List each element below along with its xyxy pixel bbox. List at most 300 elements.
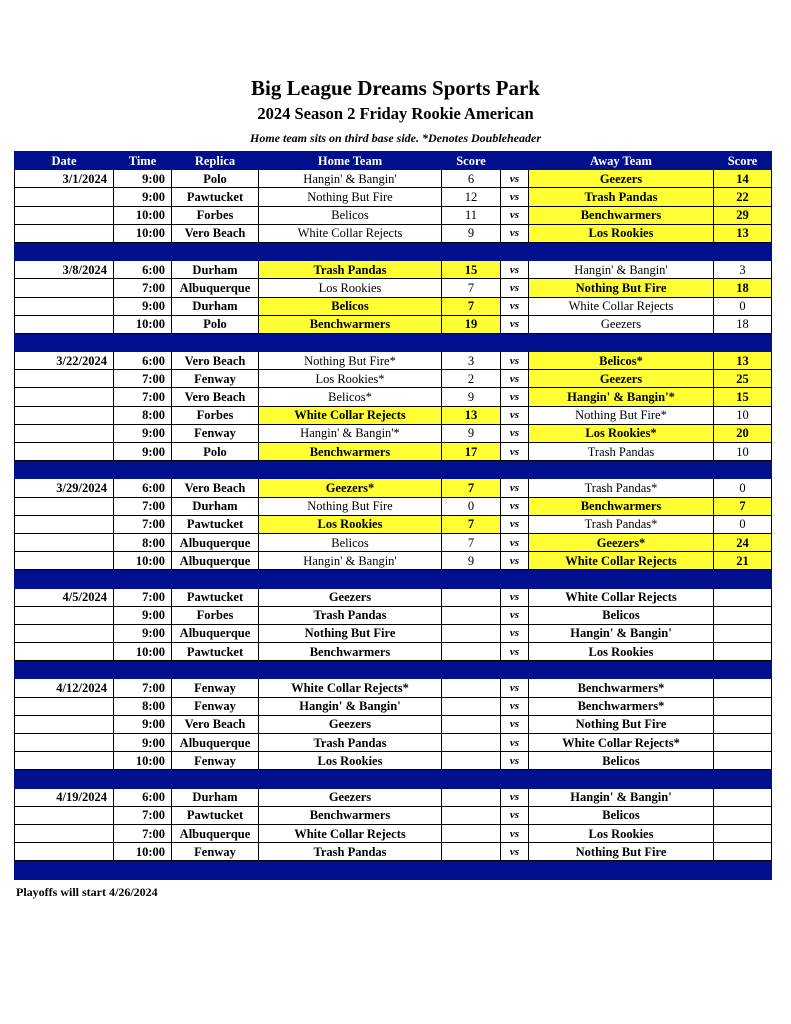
home-score: 9 [442,388,501,406]
date-cell [15,843,114,861]
away-team: Belicos [529,606,714,624]
separator-cell [501,661,529,679]
away-score: 29 [714,206,772,224]
away-score: 25 [714,370,772,388]
away-team: Nothing But Fire* [529,406,714,424]
home-team: Nothing But Fire [259,497,442,515]
home-team: Hangin' & Bangin' [259,170,442,188]
vs-label: vs [501,515,529,533]
home-score: 11 [442,206,501,224]
game-time: 9:00 [114,715,172,733]
home-score [442,824,501,842]
separator-cell [114,861,172,879]
schedule-body [15,170,772,879]
separator-cell [15,770,114,788]
away-score [714,715,772,733]
date-cell [15,370,114,388]
vs-label: vs [501,552,529,570]
replica-field: Pawtucket [172,188,259,206]
date-cell [15,424,114,442]
vs-label: vs [501,315,529,333]
separator-cell [172,770,259,788]
week-separator [15,333,772,351]
home-score [442,752,501,770]
separator-cell [114,333,172,351]
date-cell [15,643,114,661]
game-row [15,279,772,297]
date-cell [15,824,114,842]
vs-label: vs [501,715,529,733]
replica-field: Forbes [172,606,259,624]
away-team: Los Rookies [529,224,714,242]
home-team: Trash Pandas [259,734,442,752]
home-score: 12 [442,188,501,206]
vs-label: vs [501,788,529,806]
vs-label: vs [501,497,529,515]
away-team: Benchwarmers [529,497,714,515]
game-row [15,679,772,697]
home-team: Los Rookies [259,279,442,297]
page-subtitle: 2024 Season 2 Friday Rookie American [257,104,534,123]
vs-label: vs [501,424,529,442]
away-team: Belicos [529,752,714,770]
date-cell [15,279,114,297]
home-team: Trash Pandas [259,606,442,624]
home-team: Benchwarmers [259,315,442,333]
home-score: 19 [442,315,501,333]
separator-cell [714,333,772,351]
vs-label: vs [501,443,529,461]
separator-cell [15,661,114,679]
away-team: Los Rookies [529,643,714,661]
away-score: 15 [714,388,772,406]
date-cell [15,806,114,824]
date-cell [15,297,114,315]
separator-cell [442,570,501,588]
week-date: 3/1/2024 [15,170,114,188]
replica-field: Vero Beach [172,352,259,370]
page-title: Big League Dreams Sports Park [251,76,540,100]
home-team: Los Rookies [259,752,442,770]
col-header-home-score: Score [442,152,501,170]
vs-label: vs [501,588,529,606]
separator-cell [529,333,714,351]
away-score: 18 [714,279,772,297]
game-time: 10:00 [114,643,172,661]
replica-field: Fenway [172,424,259,442]
home-team: Geezers [259,588,442,606]
home-score [442,697,501,715]
replica-field: Durham [172,297,259,315]
home-team: Hangin' & Bangin'* [259,424,442,442]
replica-field: Polo [172,315,259,333]
away-score: 14 [714,170,772,188]
game-row [15,424,772,442]
game-row [15,515,772,533]
home-team: Belicos [259,533,442,551]
away-team: White Collar Rejects* [529,734,714,752]
away-score [714,752,772,770]
week-date: 4/19/2024 [15,788,114,806]
separator-cell [15,242,114,260]
home-score: 7 [442,515,501,533]
away-score [714,788,772,806]
separator-cell [114,242,172,260]
vs-label: vs [501,734,529,752]
away-team: Trash Pandas [529,443,714,461]
game-time: 9:00 [114,170,172,188]
vs-label: vs [501,606,529,624]
home-team: Nothing But Fire* [259,352,442,370]
game-time: 6:00 [114,352,172,370]
game-time: 8:00 [114,697,172,715]
away-score [714,824,772,842]
vs-label: vs [501,170,529,188]
separator-cell [714,770,772,788]
vs-label: vs [501,697,529,715]
separator-cell [114,661,172,679]
vs-label: vs [501,206,529,224]
home-team: Belicos* [259,388,442,406]
separator-cell [259,861,442,879]
vs-label: vs [501,824,529,842]
game-row [15,188,772,206]
away-score: 24 [714,533,772,551]
game-time: 7:00 [114,497,172,515]
vs-label: vs [501,806,529,824]
home-score [442,588,501,606]
game-time: 8:00 [114,533,172,551]
home-team: White Collar Rejects* [259,679,442,697]
home-score [442,806,501,824]
replica-field: Albuquerque [172,552,259,570]
game-time: 6:00 [114,788,172,806]
separator-cell [172,661,259,679]
week-date: 4/12/2024 [15,679,114,697]
separator-cell [529,861,714,879]
home-team: Geezers [259,715,442,733]
game-row [15,370,772,388]
home-team: Geezers* [259,479,442,497]
home-score [442,679,501,697]
game-row [15,261,772,279]
game-row [15,752,772,770]
date-cell [15,497,114,515]
date-cell [15,697,114,715]
replica-field: Fenway [172,752,259,770]
away-team: Nothing But Fire [529,715,714,733]
replica-field: Pawtucket [172,806,259,824]
separator-cell [172,242,259,260]
date-cell [15,406,114,424]
vs-label: vs [501,679,529,697]
date-cell [15,443,114,461]
away-team: Hangin' & Bangin' [529,788,714,806]
away-score [714,734,772,752]
replica-field: Albuquerque [172,824,259,842]
game-time: 9:00 [114,443,172,461]
week-separator [15,861,772,879]
week-date: 3/8/2024 [15,261,114,279]
replica-field: Vero Beach [172,479,259,497]
home-score: 9 [442,552,501,570]
date-cell [15,552,114,570]
week-date: 3/29/2024 [15,479,114,497]
game-row [15,224,772,242]
vs-label: vs [501,370,529,388]
separator-cell [259,242,442,260]
separator-cell [714,461,772,479]
game-row [15,697,772,715]
game-row [15,533,772,551]
separator-cell [442,242,501,260]
game-time: 9:00 [114,188,172,206]
home-score [442,624,501,642]
replica-field: Albuquerque [172,279,259,297]
away-team: Trash Pandas* [529,479,714,497]
home-team: Nothing But Fire [259,188,442,206]
separator-cell [172,461,259,479]
home-score: 2 [442,370,501,388]
separator-cell [529,570,714,588]
away-team: Hangin' & Bangin'* [529,388,714,406]
vs-label: vs [501,624,529,642]
away-team: Geezers [529,315,714,333]
game-time: 7:00 [114,515,172,533]
separator-cell [501,861,529,879]
away-score: 0 [714,479,772,497]
game-time: 10:00 [114,552,172,570]
game-row [15,297,772,315]
date-cell [15,515,114,533]
replica-field: Pawtucket [172,588,259,606]
game-row [15,479,772,497]
home-team: Hangin' & Bangin' [259,697,442,715]
game-row [15,588,772,606]
game-row [15,406,772,424]
game-row [15,388,772,406]
game-time: 9:00 [114,606,172,624]
home-score [442,843,501,861]
game-time: 7:00 [114,388,172,406]
separator-cell [442,770,501,788]
away-team: Belicos* [529,352,714,370]
replica-field: Durham [172,788,259,806]
game-row [15,606,772,624]
separator-cell [114,461,172,479]
separator-cell [442,461,501,479]
away-team: Los Rookies [529,824,714,842]
vs-label: vs [501,279,529,297]
vs-label: vs [501,224,529,242]
date-cell [15,752,114,770]
home-team: Los Rookies [259,515,442,533]
separator-cell [15,461,114,479]
away-team: Benchwarmers* [529,697,714,715]
game-time: 9:00 [114,297,172,315]
away-team: Nothing But Fire [529,279,714,297]
home-team: Belicos [259,297,442,315]
week-separator [15,770,772,788]
game-row [15,843,772,861]
game-row [15,715,772,733]
away-score: 3 [714,261,772,279]
vs-label: vs [501,297,529,315]
home-team: Belicos [259,206,442,224]
away-score [714,679,772,697]
col-header-time: Time [114,152,172,170]
vs-label: vs [501,188,529,206]
vs-label: vs [501,479,529,497]
home-score: 15 [442,261,501,279]
replica-field: Albuquerque [172,533,259,551]
replica-field: Durham [172,497,259,515]
replica-field: Pawtucket [172,515,259,533]
separator-cell [442,661,501,679]
away-team: White Collar Rejects [529,552,714,570]
away-team: Geezers [529,170,714,188]
vs-label: vs [501,843,529,861]
vs-label: vs [501,406,529,424]
separator-cell [259,333,442,351]
away-score [714,588,772,606]
separator-cell [529,770,714,788]
away-team: Benchwarmers* [529,679,714,697]
separator-cell [172,570,259,588]
game-row [15,624,772,642]
home-score [442,788,501,806]
home-score: 13 [442,406,501,424]
replica-field: Forbes [172,206,259,224]
away-score: 20 [714,424,772,442]
date-cell [15,315,114,333]
away-team: White Collar Rejects [529,297,714,315]
replica-field: Vero Beach [172,715,259,733]
vs-label: vs [501,752,529,770]
date-cell [15,715,114,733]
separator-cell [259,570,442,588]
home-team: Benchwarmers [259,643,442,661]
separator-cell [259,461,442,479]
game-row [15,443,772,461]
replica-field: Fenway [172,679,259,697]
home-score [442,606,501,624]
home-score: 6 [442,170,501,188]
game-row [15,352,772,370]
replica-field: Fenway [172,843,259,861]
game-row [15,643,772,661]
away-score: 0 [714,297,772,315]
date-cell [15,624,114,642]
away-score [714,624,772,642]
game-row [15,734,772,752]
separator-cell [501,333,529,351]
separator-cell [714,242,772,260]
away-team: Benchwarmers [529,206,714,224]
home-team: White Collar Rejects [259,224,442,242]
away-team: Hangin' & Bangin' [529,624,714,642]
away-score [714,843,772,861]
replica-field: Pawtucket [172,643,259,661]
home-score: 0 [442,497,501,515]
game-row [15,170,772,188]
away-team: Trash Pandas [529,188,714,206]
away-score: 10 [714,406,772,424]
date-cell [15,533,114,551]
col-header-replica: Replica [172,152,259,170]
replica-field: Vero Beach [172,224,259,242]
game-row [15,806,772,824]
away-team: Nothing But Fire [529,843,714,861]
replica-field: Vero Beach [172,388,259,406]
away-score: 22 [714,188,772,206]
replica-field: Albuquerque [172,734,259,752]
separator-cell [714,661,772,679]
date-cell [15,188,114,206]
game-time: 7:00 [114,279,172,297]
away-score [714,806,772,824]
home-team: Nothing But Fire [259,624,442,642]
game-time: 7:00 [114,806,172,824]
col-header-date: Date [15,152,114,170]
home-team: White Collar Rejects [259,406,442,424]
replica-field: Polo [172,443,259,461]
home-team: Trash Pandas [259,843,442,861]
away-team: Trash Pandas* [529,515,714,533]
separator-cell [529,661,714,679]
header-row [15,152,772,170]
playoffs-note: Playoffs will start 4/26/2024 [16,885,158,899]
replica-field: Fenway [172,370,259,388]
home-score: 3 [442,352,501,370]
game-row [15,788,772,806]
week-separator [15,242,772,260]
away-score: 18 [714,315,772,333]
game-time: 10:00 [114,206,172,224]
separator-cell [259,770,442,788]
game-time: 7:00 [114,824,172,842]
date-cell [15,224,114,242]
separator-cell [714,861,772,879]
game-row [15,315,772,333]
col-header-home-team: Home Team [259,152,442,170]
home-score: 7 [442,533,501,551]
col-header-vs [501,152,529,170]
away-score: 21 [714,552,772,570]
game-time: 9:00 [114,624,172,642]
separator-cell [529,461,714,479]
home-score: 17 [442,443,501,461]
vs-label: vs [501,388,529,406]
game-time: 6:00 [114,479,172,497]
col-header-away-score: Score [714,152,772,170]
home-score: 9 [442,224,501,242]
separator-cell [501,770,529,788]
separator-cell [501,242,529,260]
away-score [714,606,772,624]
vs-label: vs [501,352,529,370]
vs-label: vs [501,261,529,279]
separator-cell [442,333,501,351]
date-cell [15,206,114,224]
away-team: Belicos [529,806,714,824]
home-team: White Collar Rejects [259,824,442,842]
away-score: 0 [714,515,772,533]
schedule-note: Home team sits on third base side. *Denotes Doubleheader [250,131,541,145]
away-team: Geezers [529,370,714,388]
game-time: 9:00 [114,734,172,752]
home-team: Geezers [259,788,442,806]
